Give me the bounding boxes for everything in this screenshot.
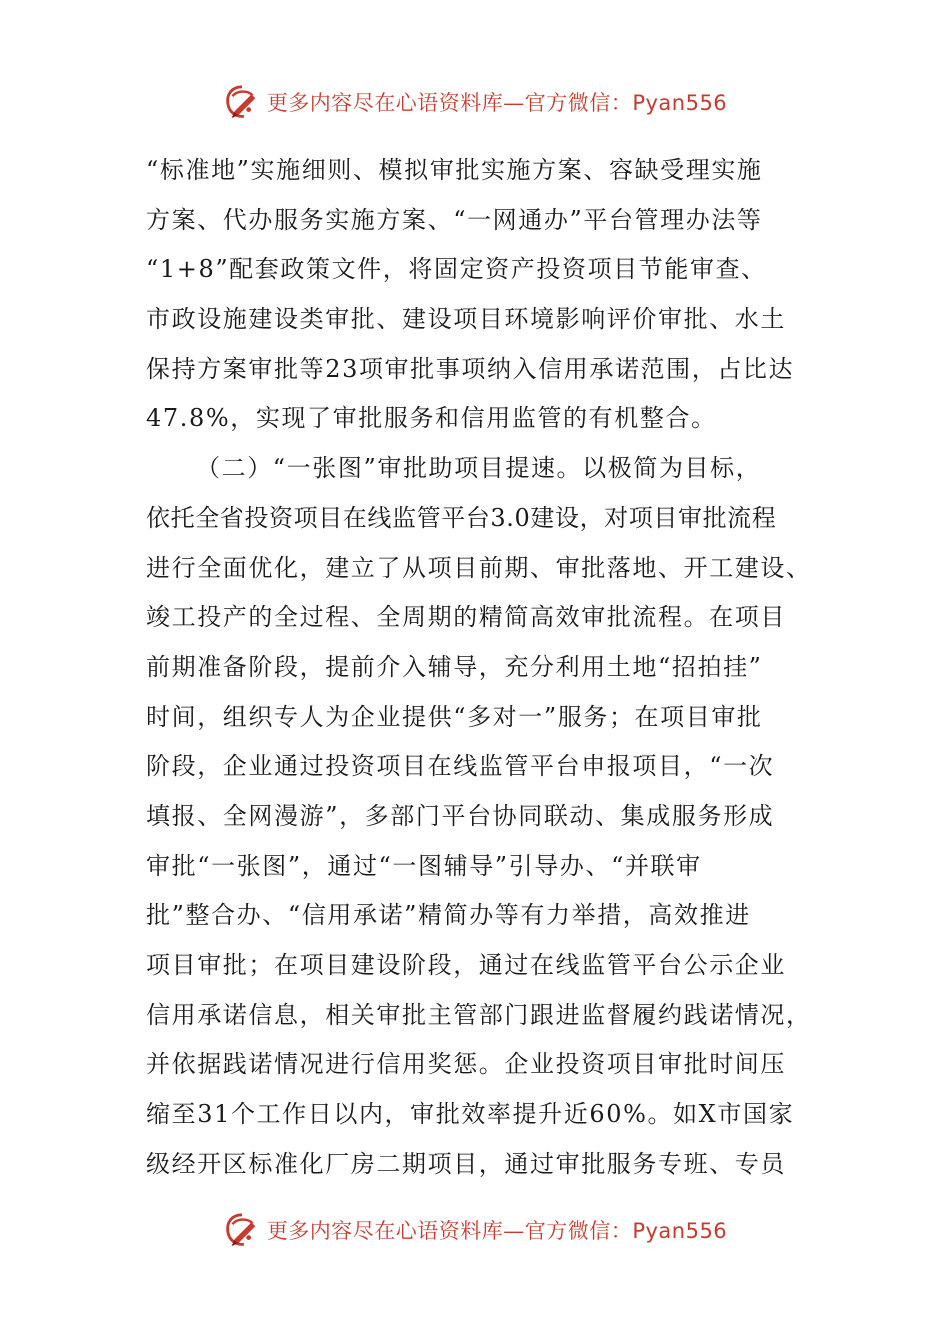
text-line: 填报、全网漫游”，多部门平台协同联动、集成服务形成 xyxy=(146,801,775,830)
text-line: 信用承诺信息，相关审批主管部门跟进监督履约践诺情况， xyxy=(146,1000,812,1029)
header-watermark xyxy=(0,82,950,122)
watermark-label: 更多内容尽在心语资料库—官方微信：Pyan556 xyxy=(266,91,728,115)
text-line: 并依据践诺情况进行信用奖惩。企业投资项目审批时间压 xyxy=(146,1050,786,1079)
text-line: 47.8%，实现了审批服务和信用监管的有机整合。 xyxy=(146,404,717,433)
text-line: 市政设施建设类审批、建设项目环境影响评价审批、水土 xyxy=(146,305,786,334)
text-line: 保持方案审批等23项审批事项纳入信用承诺范围，占比达 xyxy=(146,354,795,383)
watermark-label: 更多内容尽在心语资料库—官方微信：Pyan556 xyxy=(266,1219,728,1243)
text-line: 竣工投产的全过程、全周期的精简高效审批流程。在项目 xyxy=(146,603,786,632)
text-line: 方案、代办服务实施方案、“一网通办”平台管理办法等 xyxy=(146,205,763,234)
text-line: 进行全面优化，建立了从项目前期、审批落地、开工建设、 xyxy=(146,553,812,582)
section-heading-line: （二）“一张图”审批助项目提速。以极简为目标， xyxy=(196,454,762,483)
text-line: 级经开区标准化厂房二期项目，通过审批服务专班、专员 xyxy=(146,1149,786,1178)
pen-logo-icon xyxy=(223,83,261,121)
text-line: 前期准备阶段，提前介入辅导，充分利用土地“招拍挂” xyxy=(146,652,763,681)
document-body xyxy=(146,146,812,1189)
text-line: 时间，组织专人为企业提供“多对一”服务；在项目审批 xyxy=(146,702,763,731)
text-line: 依托全省投资项目在线监管平台3.0建设，对项目审批流程 xyxy=(146,503,777,532)
pen-logo-icon xyxy=(223,1211,261,1249)
text-line: “1+8”配套政策文件，将固定资产投资项目节能审查、 xyxy=(146,255,767,284)
text-line: “标准地”实施细则、模拟审批实施方案、容缺受理实施 xyxy=(146,156,763,184)
text-line: 批”整合办、“信用承诺”精简办等有力举措，高效推进 xyxy=(146,901,751,930)
text-line: 阶段，企业通过投资项目在线监管平台申报项目，“一次 xyxy=(146,752,775,781)
text-line: 缩至31个工作日以内，审批效率提升近60%。如X市国家 xyxy=(146,1100,795,1129)
text-line: 审批“一张图”，通过“一图辅导”引导办、“并联审 xyxy=(146,851,702,880)
footer-watermark xyxy=(0,1210,950,1250)
text-line: 项目审批；在项目建设阶段，通过在线监管平台公示企业 xyxy=(146,951,786,979)
